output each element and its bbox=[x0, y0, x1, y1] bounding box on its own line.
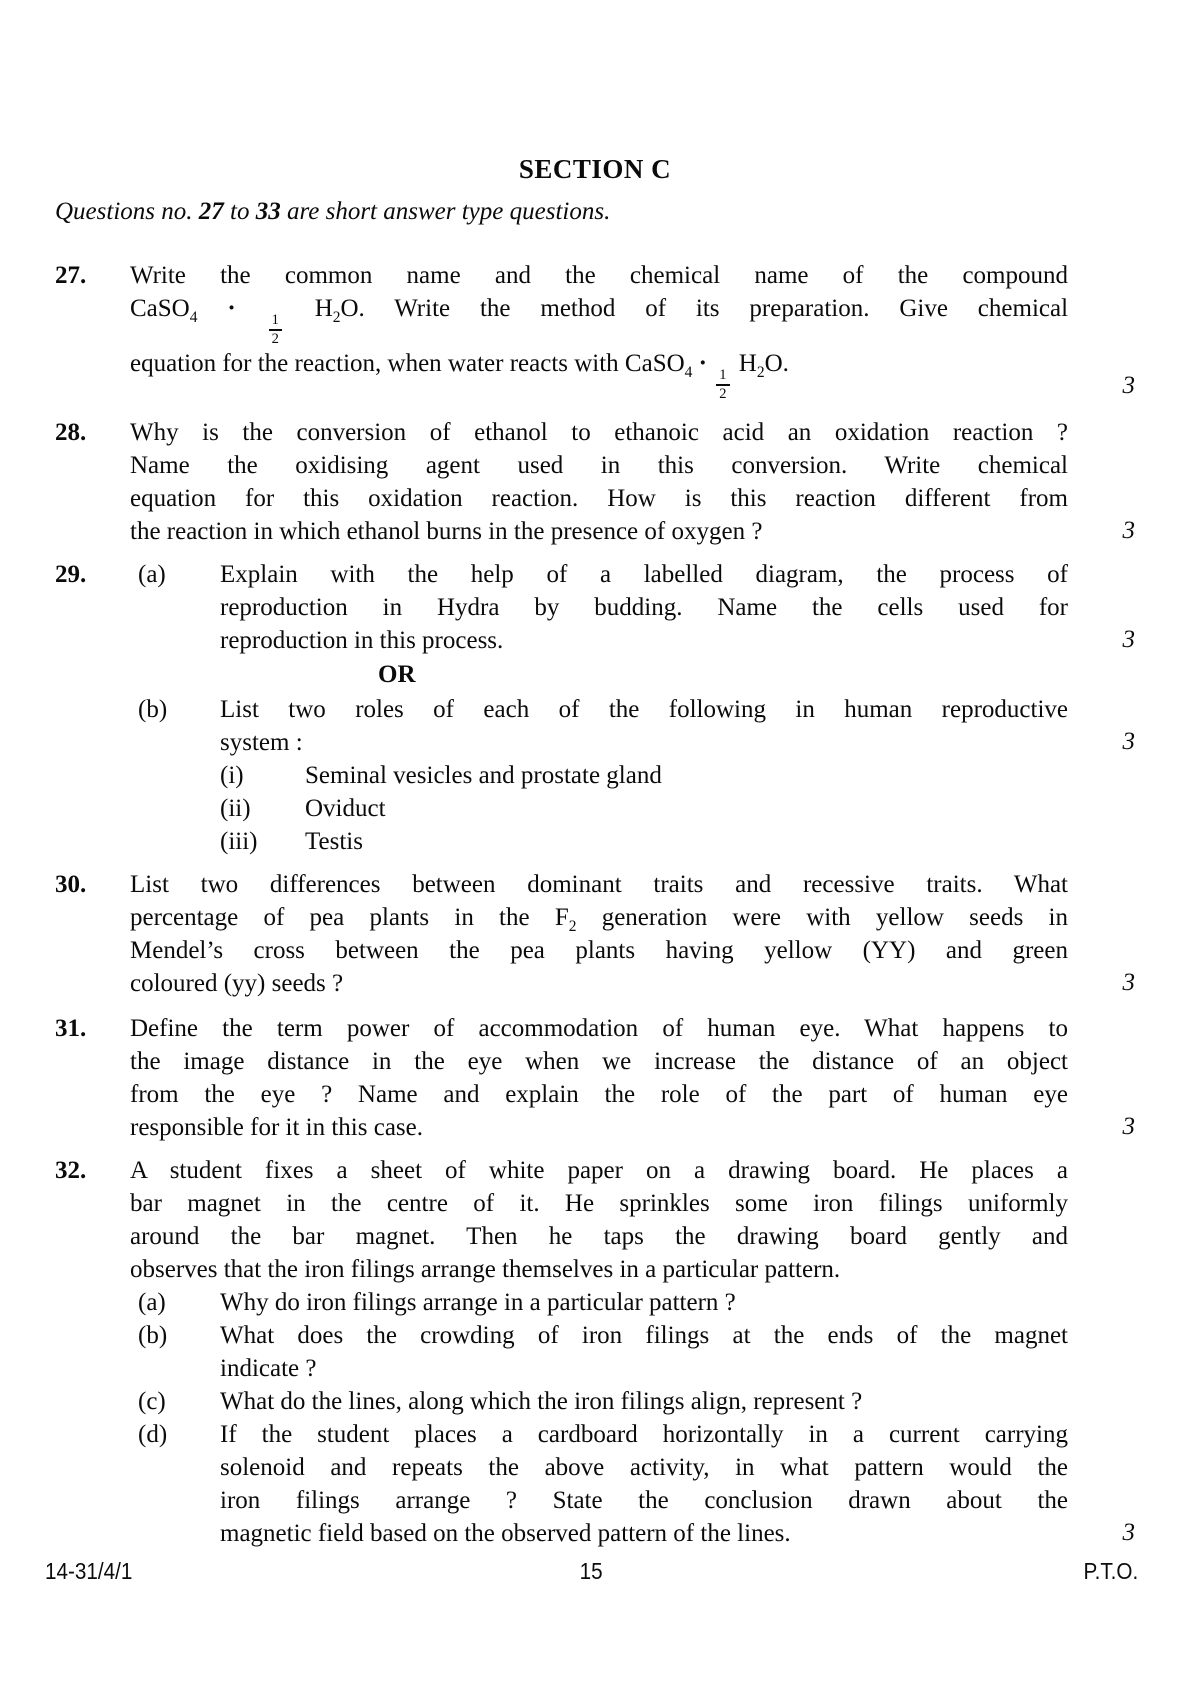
section-instructions: Questions no. 27 to 33 are short answer type questions. bbox=[55, 198, 611, 225]
text-line: reproduction in Hydra by budding. Name the cells used for bbox=[220, 593, 1068, 621]
text-line: indicate ? bbox=[220, 1354, 317, 1382]
text-line: equation for this oxidation reaction. How is this reaction different from bbox=[130, 484, 1068, 512]
question-32 bbox=[55, 1154, 1135, 1286]
text-line: responsible for it in this case. bbox=[130, 1113, 423, 1141]
text-line: solenoid and repeats the above activity, in what pattern would the bbox=[220, 1453, 1068, 1481]
question-number: 27. bbox=[55, 262, 87, 289]
text-line: from the eye ? Name and explain the role of the part of human eye bbox=[130, 1080, 1068, 1108]
marks-value: 3 bbox=[1122, 625, 1135, 653]
question-29-part-b bbox=[55, 693, 1135, 759]
text-line: What do the lines, along which the iron filings align, represent ? bbox=[220, 1387, 863, 1415]
part-label: (c) bbox=[138, 1387, 166, 1415]
text-line: percentage of pea plants in the $F_2$ generation were with yellow seeds in bbox=[130, 903, 1068, 935]
page-footer bbox=[45, 1556, 1138, 1586]
text-line: List two differences between dominant traits and recessive traits. What bbox=[130, 870, 1068, 898]
question-30 bbox=[55, 868, 1135, 1000]
question-29-part-a bbox=[55, 558, 1135, 657]
text-line: Name the oxidising agent used in this conversion. Write chemical bbox=[130, 451, 1068, 479]
question-28 bbox=[55, 416, 1135, 548]
part-text bbox=[220, 693, 1068, 759]
text-line: Why do iron filings arrange in a particular pattern ? bbox=[220, 1288, 736, 1316]
part-label: (a) bbox=[138, 1288, 166, 1316]
text-line: reproduction in this process. bbox=[220, 626, 504, 654]
text-line: iron filings arrange ? State the conclusion drawn about the bbox=[220, 1486, 1068, 1514]
text-line: system : bbox=[220, 728, 303, 756]
question-32-part-a bbox=[55, 1286, 1135, 1319]
question-number: 32. bbox=[55, 1156, 87, 1184]
text-line: the image distance in the eye when we increase the distance of an object bbox=[130, 1047, 1068, 1075]
list-item-i bbox=[55, 759, 1135, 792]
question-number: 29. bbox=[55, 560, 87, 588]
or-separator-row bbox=[55, 658, 1135, 691]
part-text bbox=[220, 1418, 1068, 1550]
marks-value: 3 bbox=[1122, 727, 1135, 755]
fraction: $\frac{1}{2}$ bbox=[269, 312, 282, 347]
text-line: magnetic field based on the observed pattern of the lines. bbox=[220, 1519, 791, 1547]
question-number: 28. bbox=[55, 418, 87, 446]
question-31 bbox=[55, 1012, 1135, 1144]
list-item-iii bbox=[55, 825, 1135, 858]
text-line: CaSO$_4$ · $\frac{1}{2}$ $H_2O$. Write the method of its preparation. Give chemical bbox=[130, 295, 1069, 347]
question-text bbox=[130, 259, 1068, 403]
footer-paper-code bbox=[45, 1556, 409, 1586]
item-label: (iii) bbox=[220, 827, 258, 855]
marks-value: 3 bbox=[1122, 968, 1135, 996]
fraction: $\frac{1}{2}$ bbox=[716, 367, 729, 402]
text-line: observes that the iron filings arrange themselves in a particular pattern. bbox=[130, 1255, 841, 1283]
text-line: A student fixes a sheet of white paper on a drawing board. He places a bbox=[130, 1156, 1068, 1184]
question-number: 30. bbox=[55, 870, 87, 898]
text-line: List two roles of each of the following in human reproductive bbox=[220, 695, 1068, 723]
item-label: (ii) bbox=[220, 794, 251, 822]
text-line: coloured (yy) seeds ? bbox=[130, 969, 344, 997]
paper-code-text: 14-31/4/1 bbox=[45, 1558, 133, 1584]
question-32-part-b bbox=[55, 1319, 1135, 1385]
text-line: the reaction in which ethanol burns in the presence of oxygen ? bbox=[130, 517, 763, 545]
text-line: around the bar magnet. Then he taps the drawing board gently and bbox=[130, 1222, 1068, 1250]
text-line: Define the term power of accommodation of human eye. What happens to bbox=[130, 1014, 1068, 1042]
marks-value: 3 bbox=[1122, 1112, 1135, 1140]
text-line: Explain with the help of a labelled diagram, the process of bbox=[220, 560, 1068, 588]
text-line: Why is the conversion of ethanol to ethanoic acid an oxidation reaction ? bbox=[130, 418, 1068, 446]
page-number-text: 15 bbox=[579, 1558, 603, 1584]
part-label: (b) bbox=[138, 695, 168, 723]
marks-value: 3 bbox=[1122, 1518, 1135, 1546]
footer-page-number bbox=[409, 1556, 773, 1586]
part-label: (a) bbox=[138, 560, 166, 588]
question-32-part-c bbox=[55, 1385, 1135, 1418]
part-text bbox=[220, 1385, 1068, 1418]
item-text: Seminal vesicles and prostate gland bbox=[305, 761, 662, 789]
question-text bbox=[130, 868, 1068, 1000]
footer-pto bbox=[774, 1556, 1138, 1586]
marks-value: 3 bbox=[1122, 371, 1135, 399]
item-label: (i) bbox=[220, 761, 244, 789]
question-text bbox=[130, 1012, 1068, 1144]
question-32-part-d bbox=[55, 1418, 1135, 1550]
text-line: What does the crowding of iron filings at the ends of the magnet bbox=[220, 1321, 1068, 1349]
text-line: If the student places a cardboard horizontally in a current carrying bbox=[220, 1420, 1068, 1448]
marks-value: 3 bbox=[1122, 516, 1135, 544]
part-label: (d) bbox=[138, 1420, 168, 1448]
question-number: 31. bbox=[55, 1014, 87, 1042]
item-text: Oviduct bbox=[305, 794, 386, 822]
part-text bbox=[220, 558, 1068, 657]
item-text: Testis bbox=[305, 827, 363, 855]
section-title: SECTION C bbox=[518, 154, 672, 184]
part-label: (b) bbox=[138, 1321, 168, 1349]
pto-text: P.T.O. bbox=[1083, 1558, 1138, 1584]
or-separator: OR bbox=[378, 660, 416, 688]
question-27 bbox=[55, 259, 1135, 403]
part-text bbox=[220, 1319, 1068, 1385]
text-line: Mendel’s cross between the pea plants having yellow (YY) and green bbox=[130, 936, 1068, 964]
text-line: equation for the reaction, when water reacts with CaSO$_4$ · $\frac{1}{2}$ $H_2O$. bbox=[130, 350, 789, 402]
part-text bbox=[220, 1286, 1068, 1319]
text-line: bar magnet in the centre of it. He sprinkles some iron filings uniformly bbox=[130, 1189, 1068, 1217]
list-item-ii bbox=[55, 792, 1135, 825]
question-text bbox=[130, 416, 1068, 548]
text-line: Write the common name and the chemical name of the compound bbox=[130, 262, 1068, 289]
question-text bbox=[130, 1154, 1068, 1286]
